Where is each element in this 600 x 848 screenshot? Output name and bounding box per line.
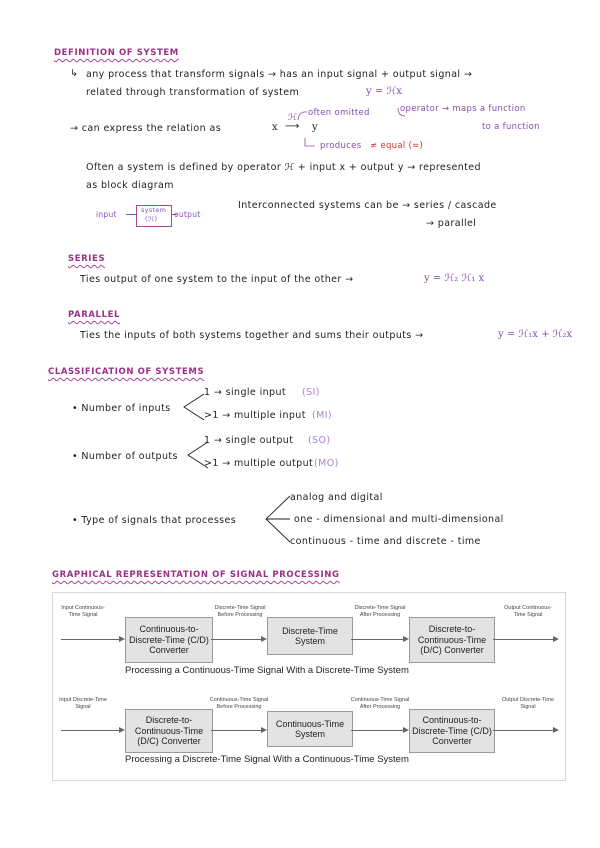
row2-arrow-4 [493, 730, 555, 731]
outputs-multiple-abbr: (MO) [314, 458, 339, 469]
relation-arrow-icon: ⟶ [285, 121, 300, 132]
signal-processing-diagram [52, 592, 566, 781]
row2-mid1-label: Continuous-Time Signal Before Processing [209, 697, 269, 710]
inputs-multiple-abbr: (MI) [312, 410, 333, 421]
row2-dc-converter: Discrete-to- Continuous-Time (D/C) Converter [125, 709, 213, 753]
note-operator-2: to a function [482, 122, 540, 132]
row2-ct-system: Continuous-Time System [267, 711, 353, 747]
interconnected-text: Interconnected systems can be → series / cascade [238, 200, 497, 211]
inputs-brace [180, 392, 206, 422]
relation-operator: ℋ [288, 113, 297, 123]
row1-arrow-2 [211, 639, 263, 640]
outputs-multiple: >1 → multiple output [204, 458, 314, 469]
express-relation-text: → can express the relation as [70, 123, 222, 134]
row1-input-label: Input Continuous-Time Signal [61, 605, 105, 618]
mini-system-operator: (ℋ) [145, 215, 158, 223]
type-time: continuous - time and discrete - time [290, 536, 481, 547]
row1-arrow-3 [351, 639, 405, 640]
row2-arrow-1 [61, 730, 123, 731]
inputs-single: 1 → single input [204, 387, 287, 398]
type-analog-digital: analog and digital [290, 492, 383, 503]
heading-graphical: GRAPHICAL REPRESENTATION OF SIGNAL PROCESSING [52, 570, 340, 580]
definition-line-2: related through transformation of system [86, 87, 300, 98]
row1-caption: Processing a Continuous-Time Signal With a Discrete-Time System [125, 665, 409, 676]
mini-input-label: input [96, 210, 117, 219]
outputs-label: • Number of outputs [72, 451, 178, 462]
row1-mid1-label: Discrete-Time Signal Before Processing [214, 605, 266, 618]
heading-series: SERIES [68, 254, 106, 264]
inputs-single-abbr: (SI) [302, 387, 320, 398]
row1-arrowhead-4 [553, 636, 559, 642]
mini-system-label: system [141, 206, 167, 214]
row2-mid2-label: Continuous-Time Signal After Processing [350, 697, 410, 710]
series-text: Ties output of one system to the input of the other → [80, 274, 354, 285]
row2-cd-converter: Continuous-to- Discrete-Time (C/D) Converter [409, 709, 495, 753]
parallel-equation: y = ℋ₁x + ℋ₂x [498, 329, 573, 340]
row2-arrow-2 [211, 730, 263, 731]
equation-y-hx: y = ℋx [366, 86, 402, 97]
outputs-single: 1 → single output [204, 435, 294, 446]
row2-input-label: Input Discrete-Time Signal [59, 697, 107, 710]
parallel-text: Ties the inputs of both systems together and sums their outputs → [80, 330, 424, 341]
row2-output-label: Output Discrete-Time Signal [501, 697, 555, 710]
interconnected-parallel: → parallel [426, 218, 477, 229]
heading-definition: DEFINITION OF SYSTEM [54, 48, 179, 58]
row1-arrow-4 [493, 639, 555, 640]
inputs-multiple: >1 → multiple input [204, 410, 306, 421]
heading-classification: CLASSIFICATION OF SYSTEMS [48, 367, 205, 377]
relation-x: x [272, 122, 278, 133]
often-line-2: as block diagram [86, 180, 174, 191]
often-line-1: Often a system is defined by operator ℋ + input x + output y → represented [86, 162, 481, 173]
note-produces: produces [320, 141, 362, 151]
heading-parallel: PARALLEL [68, 310, 121, 320]
row2-arrowhead-4 [553, 727, 559, 733]
row1-mid2-label: Discrete-Time Signal After Processing [354, 605, 406, 618]
row2-caption: Processing a Discrete-Time Signal With a Continuous-Time System [125, 754, 409, 765]
type-dimensional: one - dimensional and multi-dimensional [294, 514, 504, 525]
inputs-label: • Number of inputs [72, 403, 171, 414]
row1-cd-converter: Continuous-to- Discrete-Time (C/D) Converter [125, 617, 213, 663]
outputs-single-abbr: (SO) [308, 435, 331, 446]
note-often-omitted: often omitted [308, 108, 370, 118]
row1-arrow-1 [61, 639, 123, 640]
hook-arrow-icon: ↳ [70, 68, 79, 79]
definition-line-1: any process that transform signals → has an input signal + output signal → [86, 69, 473, 80]
row2-arrow-3 [351, 730, 405, 731]
mini-arrow-in [126, 214, 136, 215]
row1-dt-system: Discrete-Time System [267, 617, 353, 655]
note-operator-1: operator → maps a function [400, 104, 526, 114]
series-equation: y = ℋ₂ ℋ₁ x [424, 273, 485, 284]
types-brace [262, 492, 292, 546]
row1-dc-converter: Discrete-to- Continuous-Time (D/C) Converter [409, 617, 495, 663]
row1-output-label: Output Continuous-Time Signal [504, 605, 552, 618]
relation-y: y [312, 122, 318, 133]
note-not-equal: ≠ equal (=) [370, 141, 424, 151]
types-label: • Type of signals that processes [72, 515, 237, 526]
mini-output-label: output [174, 210, 201, 219]
